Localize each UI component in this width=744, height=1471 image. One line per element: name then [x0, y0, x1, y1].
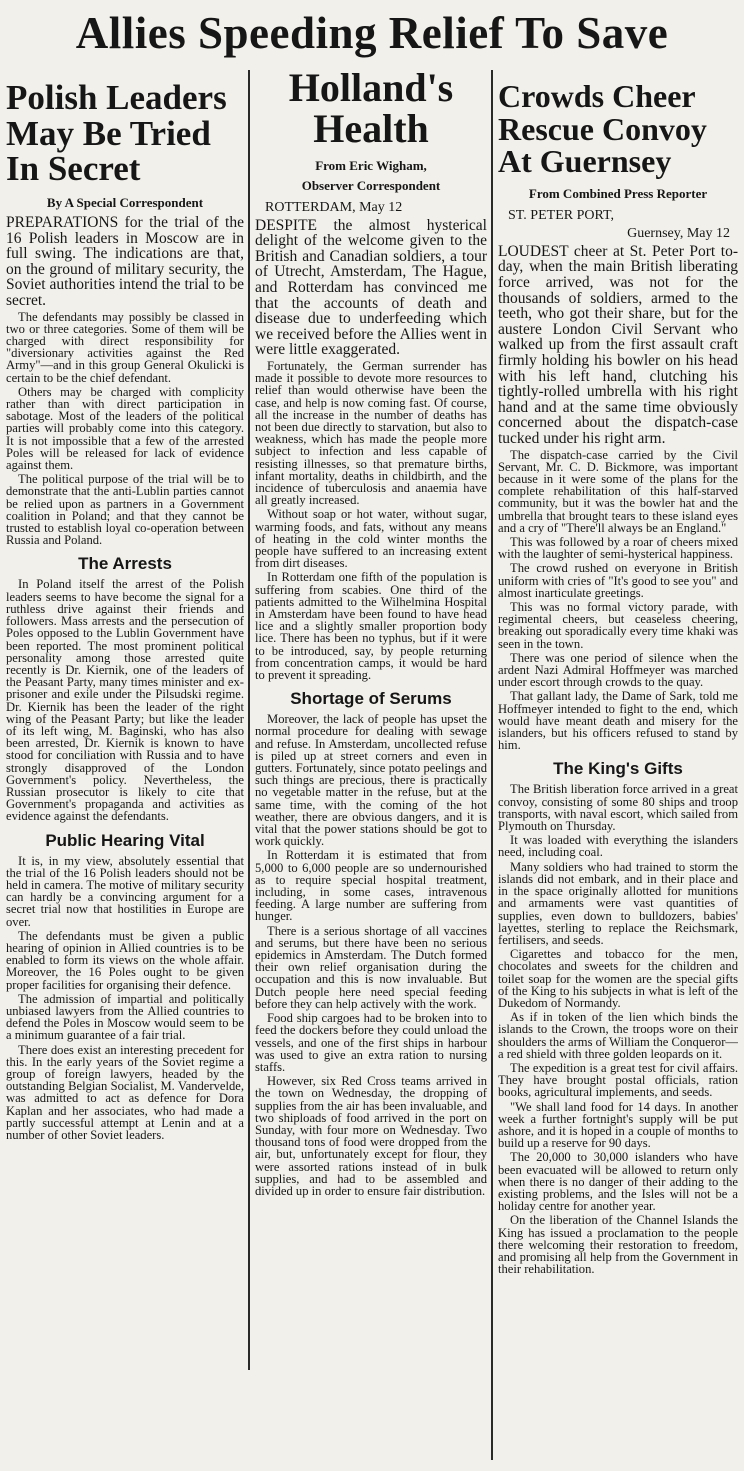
- paragraph: Cigarettes and tobacco for the men, chocolates and sweets for the children and toilet soap for the women are the special gifts of the King to his subjects in what is left of the Dukedom of Normandy.: [498, 947, 738, 1010]
- paragraph: There is a serious shortage of all vaccines and serums, but there have been no serious epidemics in Amsterdam. The Dutch formed their own relief organisation during the occupation and this is now invaluable. But Dutch people here need special feeding before they can help actively with the work.: [255, 923, 487, 1011]
- paragraph: In Rotterdam it is estimated that from 5,000 to 6,000 people are so undernourished as to require special hospital treatment, including, in some cases, intravenous feeding. A large number are suffering from hunger.: [255, 848, 487, 924]
- subheading: The Arrests: [78, 554, 172, 574]
- lead-paragraph: DESPITE the almost hysterical delight of the welcome given to the British and Canadian soldiers, a tour of Utrecht, Amsterdam, The Hague, and Rotterdam has convinced me that the accounts of death and disease due to underfeeding which we received before the Allies went in were little exaggerated.: [255, 216, 487, 359]
- paragraph: Others may be charged with complicity rather than with direct participation in sabotage. Most of the leaders of the political parties will probably come into this category. It is not impossible that a few of the arrested Poles will be released for lack of evidence against them.: [6, 384, 244, 473]
- paragraph: This was followed by a roar of cheers mixed with the laughter of semi-hysterical happiness.: [498, 535, 738, 562]
- dateline: Guernsey, May 12: [627, 225, 730, 241]
- byline: By A Special Correspondent: [46, 195, 204, 211]
- body-section: [6, 855, 244, 1142]
- paragraph: In Poland itself the arrest of the Polish leaders seems to have become the signal for a ruthless drive against their friends and followers. Mass arrests and the persecution of Poles opposed to the Lublin Government have been reported. The most prominent political personality among those arrested quite recently is Dr. Kiernik, one of the leaders of the Peasant Party, many times minister and ex-prisoner and exile under the Pilsudski regime. Dr. Kiernik has been the leader of the right wing of the Peasant Party; but like the leader of its left wing, M. Baginski, who has also been arrested, Dr. Kiernik is known to have stood for conciliation with Russia and to have strongly disapproved of the London Government's policy. Nevertheless, the Russian prosecutor is likely to cite that Government's propaganda and activities as evidence against the defendants.: [6, 577, 244, 824]
- body-section: [6, 311, 244, 547]
- paragraph: The admission of impartial and politically unbiased lawyers from the Allied countries to defend the Poles in Moscow would seem to be a minimum guarantee of a fair trial.: [6, 991, 244, 1043]
- paragraph: In Rotterdam one fifth of the population is suffering from scabies. One third of the patients admitted to the Wilhelmina Hospital in Amsterdam have been found to have head lice and a slightly smaller proportion body lice. There has been no typhus, but if it were to be introduced, say, by people returning from concentration camps, it would be hard to prevent it spreading.: [255, 570, 487, 683]
- column-rule: [248, 70, 250, 1370]
- article-polish-leaders: [6, 74, 244, 1466]
- lead-paragraph: LOUDEST cheer at St. Peter Port to-day, when the main British liberating force arrived, was not for the thousands of soldiers, armed to the teeth, who got their share, but for the austere London Civil Servant who walked up from the first assault craft firmly holding his bowler on his head with his left hand, clutching his tightly-rolled umbrella with his right hand and at the same time obviously concerned about the dispatch-case tucked under his right arm.: [498, 242, 738, 447]
- paragraph: Fortunately, the German surrender has made it possible to devote more resources to relief than would otherwise have been the case, and help is now coming fast. Of course, all the increase in the number of deaths has not been due directly to starvation, but also to weakness, which has made the people more subject to infection and less capable of resisting illnesses, so that premature births, infant mortality, deaths in childbirth, and the incidence of tuberculosis and anaemia have all greatly increased.: [255, 358, 487, 508]
- paragraph: This was no formal victory parade, with regimental cheers, but ceaseless cheering, breaking out sporadically every time khaki was seen in the town.: [498, 600, 738, 651]
- paragraph: The expedition is a great test for civil affairs. They have brought postal officials, ration books, agricultural implements, and seeds.: [498, 1060, 738, 1100]
- paragraph: On the liberation of the Channel Islands the King has issued a proclamation to the people there welcoming their restoration to freedom, and promising all help from the Government in their rehabilitation.: [498, 1213, 738, 1277]
- article-headline: Polish Leaders May Be Tried In Secret: [6, 78, 227, 189]
- paragraph: The British liberation force arrived in a great convoy, consisting of some 80 ships and troop transports, with naval escort, which sailed from Plymouth on Thursday.: [498, 782, 738, 834]
- paragraph: It is, in my view, absolutely essential that the trial of the 16 Polish leaders should not be held in camera. The motive of military security can hardly be a convincing argument for a secret trial now that hostilities in Europe are over.: [6, 853, 244, 929]
- paragraph: Moreover, the lack of people has upset the normal procedure for dealing with sewage and refuse. In Amsterdam, uncollected refuse is piled up at street corners and even in gutters. Fortunately, since potato peelings and such things are precious, there is practically no vegetable matter in the refuse, but at the same time, with the coming of the hot weather, there are obvious dangers, and it is vital that the power stations should be got to work quickly.: [255, 712, 487, 849]
- paragraph: The political purpose of the trial will be to demonstrate that the anti-Lublin parties cannot be relied upon as partners in a Government coalition in Poland; and that they cannot be trusted to establish loyal co-operation between Russia and Poland.: [6, 472, 244, 548]
- body-section: [498, 449, 738, 752]
- paragraph: The crowd rushed on everyone in British uniform with cries of "It's good to see you" and almost inarticulate greetings.: [498, 561, 738, 600]
- column-rule: [491, 70, 493, 1460]
- byline: Observer Correspondent: [301, 177, 441, 193]
- article-guernsey-convoy: [498, 74, 738, 1466]
- dateline: ROTTERDAM, May 12: [265, 199, 403, 215]
- paragraph: However, six Red Cross teams arrived in the town on Wednesday, the dropping of supplies from the air has been invaluable, and two shiploads of food arrived in the port on Sunday, with four more on Wednesday. Two thousand tons of food were dropped from the air, but, unfortunately except for flour, they were assorted rations instead of in bulk supplies, and had to be assembled and divided up in order to ensure fair distribution.: [255, 1074, 487, 1198]
- paragraph: As if in token of the lien which binds the islands to the Crown, the troops wore on their shoulders the arms of William the Conqueror—a red shield with three golden leopards on it.: [498, 1010, 738, 1061]
- dateline: ST. PETER PORT,: [508, 207, 614, 223]
- body-section: [255, 713, 487, 1197]
- body-section: [255, 360, 487, 681]
- paragraph: The dispatch-case carried by the Civil Servant, Mr. C. D. Bickmore, was important because in it were some of the plans for the complete rehabilitation of this half-starved community, but it was the bowler hat and the umbrella that brought tears to these island eyes and a cry of "There'll always be an England.": [498, 447, 738, 535]
- paragraph: There does exist an interesting precedent for this. In the early years of the Soviet regime a group of foreign lawyers, headed by the outstanding Belgian Socialist, M. Vandervelde, was admitted to act as defence for Dora Kaplan and her associates, who had made a partly successful attempt at Lenin and at a number of other Soviet leaders.: [6, 1042, 244, 1143]
- paragraph: The 20,000 to 30,000 islanders who have been evacuated will be allowed to return only when there is no danger of their adding to the existing problems, and the Isles will not be a holiday centre for another year.: [498, 1150, 738, 1214]
- paragraph: It was loaded with everything the islanders need, including coal.: [498, 833, 738, 860]
- paragraph: Food ship cargoes had to be broken into to feed the dockers before they could unload the vessels, and one of the first ships in harbour was used to give an extra ration to nursing staffs.: [255, 1011, 487, 1074]
- subheading: Shortage of Serums: [290, 689, 452, 709]
- paragraph: That gallant lady, the Dame of Sark, told me Hoffmeyer intended to fight to the end, which would have meant death and misery for the islanders, but his officers refused to stand by him.: [498, 689, 738, 753]
- article-holland-health: [255, 66, 487, 1466]
- article-headline: Holland's Health: [288, 66, 454, 151]
- subheading: The King's Gifts: [553, 759, 683, 779]
- paragraph: The defendants may possibly be classed in two or three categories. Some of them will be charged with direct responsibility for "diversionary activities against the Red Army"—and in this group General Okulicki is certain to be the chief defendant.: [6, 309, 244, 385]
- paragraph: The defendants must be given a public hearing of opinion in Allied countries is to be enabled to form its views on the whole affair. Moreover, the 16 Poles ought to be given proper facilities for organising their defence.: [6, 928, 244, 992]
- subheading: Public Hearing Vital: [45, 830, 205, 850]
- paragraph: "We shall land food for 14 days. In another week a further fortnight's supply will be put ashore, and it is hoped in a couple of months to build up a reserve for 90 days.: [498, 1099, 738, 1151]
- byline: From Combined Press Reporter: [528, 185, 708, 201]
- lead-paragraph: PREPARATIONS for the trial of the 16 Polish leaders in Moscow are in full swing. The indications are that, on the ground of military security, the Soviet authorities intend the trial to be secret.: [6, 214, 244, 310]
- byline: From Eric Wigham,: [315, 157, 427, 173]
- paragraph: Many soldiers who had trained to storm the islands did not embark, and in their place and in the space originally allotted for munitions and armaments were vast quantities of supplies, even down to bulldozers, babies' layettes, sterling to replace the Reichsmark, fertilisers, and seeds.: [498, 859, 738, 947]
- body-section: [498, 783, 738, 1275]
- paragraph: There was one period of silence when the ardent Nazi Admiral Hoffmeyer was marched under escort through crowds to the quay.: [498, 650, 738, 690]
- banner-headline: Allies Speeding Relief To Save: [75, 8, 669, 58]
- paragraph: Without soap or hot water, without sugar, warming foods, and fats, without any means of heating in the cold winter months the people have suffered to an increasing extent from dirt diseases.: [255, 507, 487, 571]
- body-section: [6, 578, 244, 822]
- article-headline: Crowds Cheer Rescue Convoy At Guernsey: [498, 78, 707, 180]
